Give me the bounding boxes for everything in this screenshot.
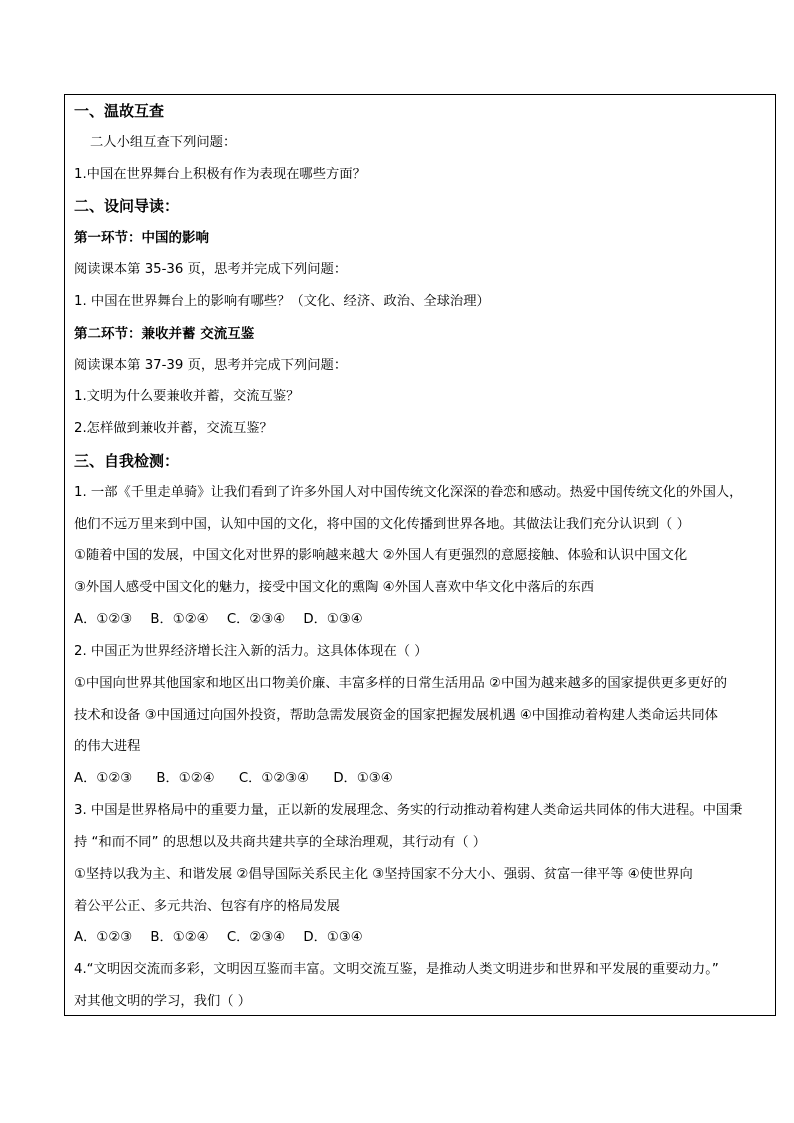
question-3-line-4: 着公平公正、多元共治、包容有序的格局发展 (74, 899, 340, 914)
question-3-line-2: 持 “和而不同” 的思想以及共商共建共享的全球治理观，其行动有（ ） (74, 835, 487, 850)
question-2-line-4: 的伟大进程 (74, 739, 141, 754)
section-1-heading: 一、温故互查 (74, 102, 165, 120)
part-1-question-1: 1. 中国在世界舞台上的影响有哪些？（文化、经济、政治、全球治理） (74, 294, 490, 309)
question-1-line-3: ①随着中国的发展，中国文化对世界的影响越来越大 ②外国人有更强烈的意愿接触、体验和认识中国文化 (74, 548, 688, 563)
question-2-line-3: 技术和设备 ③中国通过向国外投资，帮助急需发展资金的国家把握发展机遇 ④中国推动着构建人类命运共同体 (74, 708, 718, 723)
part-2-reading-instruction: 阅读课本第 37-39 页，思考并完成下列问题： (74, 358, 348, 373)
question-4-line-1: 4.“文明因交流而多彩，文明因互鉴而丰富。文明交流互鉴，是推动人类文明进步和世界和平发展的重要动力。” (74, 962, 719, 977)
question-3-line-1: 3. 中国是世界格局中的重要力量，正以新的发展理念、务实的行动推动着构建人类命运共同体的伟大进程。中国秉 (74, 803, 743, 818)
part-1-title: 第一环节：中国的影响 (74, 230, 209, 246)
question-1-line-4: ③外国人感受中国文化的魅力，接受中国文化的熏陶 ④外国人喜欢中华文化中落后的东西 (74, 580, 595, 595)
section-2-heading: 二、设问导读： (74, 197, 180, 215)
section-1-question-1: 1.中国在世界舞台上积极有作为表现在哪些方面？ (74, 167, 366, 182)
section-3-heading: 三、自我检测： (74, 452, 180, 470)
part-2-title: 第二环节：兼收并蓄 交流互鉴 (74, 326, 255, 342)
option-d: D．①③④ (303, 612, 363, 627)
part-2-question-1: 1.文明为什么要兼收并蓄，交流互鉴？ (74, 389, 300, 404)
question-2-line-1: 2. 中国正为世界经济增长注入新的活力。这具体体现在（ ） (74, 644, 428, 659)
option-b: B．①②④ (150, 930, 209, 945)
option-a: A．①②③ (74, 930, 133, 945)
option-a: A．①②③ (74, 612, 133, 627)
option-c: C．②③④ (226, 612, 286, 627)
question-3-options (74, 928, 377, 948)
part-1-reading-instruction: 阅读课本第 35-36 页，思考并完成下列问题： (74, 262, 348, 277)
question-1-line-2: 他们不远万里来到中国，认知中国的文化，将中国的文化传播到世界各地。其做法让我们充分认识到（ ） (74, 517, 690, 532)
option-c: C．①②③④ (238, 771, 310, 786)
question-1-options (74, 610, 377, 630)
option-b: B．①②④ (150, 612, 209, 627)
option-b: B．①②④ (156, 771, 215, 786)
question-3-line-3: ①坚持以我为主、和谐发展 ②倡导国际关系民主化 ③坚持国家不分大小、强弱、贫富一律平等 ④使世界向 (74, 867, 693, 882)
section-1-instruction: 二人小组互查下列问题： (90, 135, 237, 150)
question-2-options (74, 769, 407, 789)
question-2-line-2: ①中国向世界其他国家和地区出口物美价廉、丰富多样的日常生活用品 ②中国为越来越多的国家提供更多更好的 (74, 676, 728, 691)
option-a: A．①②③ (74, 771, 133, 786)
question-1-line-1: 1. 一部《千里走单骑》让我们看到了许多外国人对中国传统文化深深的眷恋和感动。热爱中国传统文化的外国人， (74, 485, 743, 500)
option-d: D．①③④ (303, 930, 363, 945)
option-d: D．①③④ (333, 771, 393, 786)
option-c: C．②③④ (226, 930, 286, 945)
part-2-question-2: 2.怎样做到兼收并蓄，交流互鉴？ (74, 421, 273, 436)
question-4-line-2: 对其他文明的学习，我们（ ） (74, 994, 252, 1009)
